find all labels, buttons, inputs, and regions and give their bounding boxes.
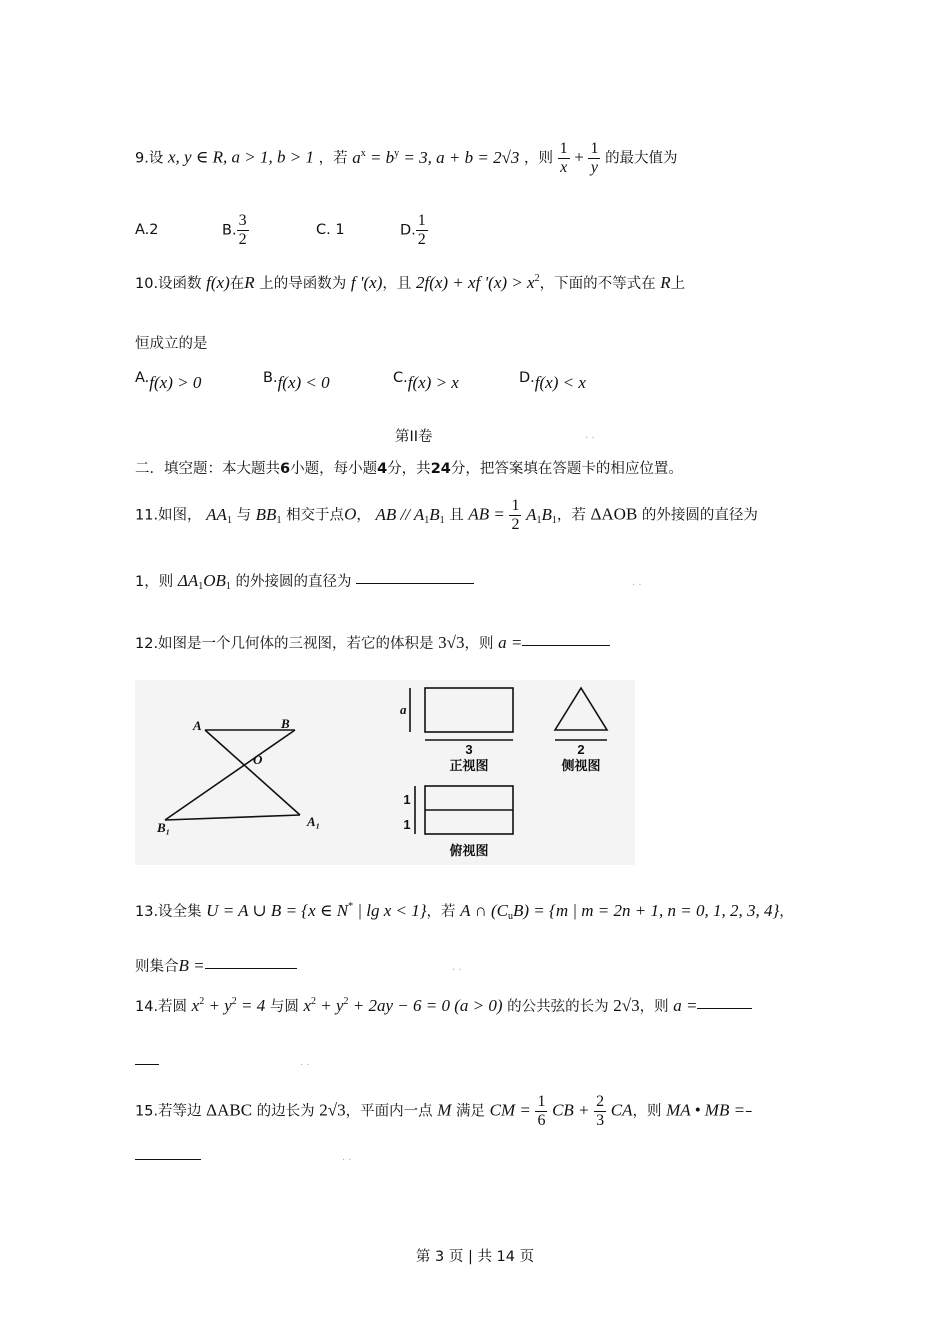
q9-number: 9.设	[135, 150, 164, 167]
q14-stem: 14.若圆 $x^2 + y^2 = 4$ 与圆 $x^2 + y^2 + 2ay - 6 = 0$ (a > 0) 的公共弦的长为 2√3，则 a =	[135, 995, 752, 1016]
q10-option-c: C.f(x) > x	[393, 370, 459, 392]
dots-mark: . .	[300, 1057, 310, 1068]
q12-stem: 12.如图是一个几何体的三视图，若它的体积是 3√3，则 a =	[135, 632, 610, 653]
q9-equation: $a^x = b^y = 3$, a + b = 2√3	[352, 147, 520, 167]
label-2: 2	[577, 742, 585, 757]
q14-blank-continued	[135, 1055, 159, 1071]
section-instruction: 二．填空题：本大题共6小题，每小题4分，共24分，把答案填在答题卡的相应位置。	[135, 461, 683, 477]
section-title: 第II卷	[395, 429, 433, 445]
label-A: A	[193, 718, 202, 733]
label-B: B	[281, 716, 290, 731]
q10-stem: 10.设函数 f(x)在R 上的导函数为 f '(x)，且 2f(x) + xf '$(x) > x^2$，下面的不等式在 R上	[135, 273, 686, 292]
q12-answer-blank[interactable]	[522, 644, 610, 646]
dots-mark: . .	[632, 577, 642, 588]
label-front-view: 正视图	[449, 758, 489, 773]
dots-mark: . .	[585, 430, 595, 441]
q9-option-d: D. $\frac{1}{2}$	[400, 212, 426, 248]
q9-fraction-2: $\frac{1}{y}$	[590, 140, 599, 176]
q15-stem: 15.若等边 ΔABC 的边长为 2√3，平面内一点 M 满足 CM = $\frac{1}{6}$ CB + $\frac{2}{3}$ CA，则 MA • MB =–	[135, 1093, 753, 1129]
q9-option-a: A.2	[135, 222, 159, 238]
q9-plus: +	[574, 147, 584, 167]
geometry-figure	[135, 680, 635, 865]
q10-option-a: A.f(x) > 0	[135, 370, 202, 392]
label-3: 3	[465, 742, 473, 757]
dots-mark: . .	[452, 962, 462, 973]
q10-option-d: D.f(x) < x	[519, 370, 586, 392]
q10-derivative: f '(x)	[350, 273, 383, 292]
q10-fx: f(x)	[206, 273, 230, 292]
q9-option-c: C. 1	[316, 222, 345, 238]
q9-ruo: ，若	[318, 150, 348, 167]
q9-option-b: B. $\frac{3}{2}$	[222, 212, 247, 248]
q15-blank-continued	[135, 1150, 201, 1166]
label-1b: 1	[403, 817, 411, 832]
q15-answer-blank[interactable]	[135, 1158, 201, 1160]
q11-stem: 11.如图， $AA_1$ 与 $BB_1$ 相交于点O， AB // $A_1B_1$ 且 AB = $\frac{1}{2}$ $A_1B_1$，若 ΔAOB 的外接圆的直径为	[135, 497, 758, 533]
figure-background	[135, 680, 635, 865]
q9-ze: ，则	[524, 150, 554, 167]
q14-answer-blank[interactable]	[697, 1007, 752, 1009]
label-side-view: 侧视图	[561, 758, 601, 773]
label-1a: 1	[403, 792, 411, 807]
label-O: O	[253, 752, 263, 767]
label-top-view: 俯视图	[449, 843, 489, 858]
q13-stem: 13.设全集 U = A ∪ B = {x ∈ N* | lg x < 1}，若 A ∩ $(C_uB) = \{m$ | m = 2n + 1, n = 0, 1, 2, 3, 4}，	[135, 901, 794, 922]
q9-stem	[135, 140, 678, 177]
q9-tail: 的最大值为	[605, 150, 678, 167]
page-footer: 第 3 页 | 共 14 页	[415, 1249, 535, 1265]
q11-line2: 1，则 $\Delta A_1OB_1$ 的外接圆的直径为	[135, 570, 474, 592]
label-a: a	[400, 702, 407, 717]
q10-inequality: 2f(x) + xf '$(x) > x^2$	[415, 273, 540, 292]
q10-R: R	[244, 273, 255, 292]
q9-fraction-1: $\frac{1}{x}$	[559, 140, 568, 176]
dots-mark: . .	[342, 1152, 352, 1163]
q10-option-b: B.f(x) < 0	[263, 370, 330, 392]
q10-line2: 恒成立的是	[135, 336, 208, 352]
label-B1: B₁	[157, 820, 171, 835]
q13-line2: 则集合B =	[135, 955, 297, 976]
label-A1: A₁	[307, 814, 321, 829]
q13-answer-blank[interactable]	[205, 967, 297, 969]
q11-answer-blank[interactable]	[356, 582, 474, 584]
q9-condition: x, y ∈ R, a > 1, b > 1	[167, 147, 314, 167]
